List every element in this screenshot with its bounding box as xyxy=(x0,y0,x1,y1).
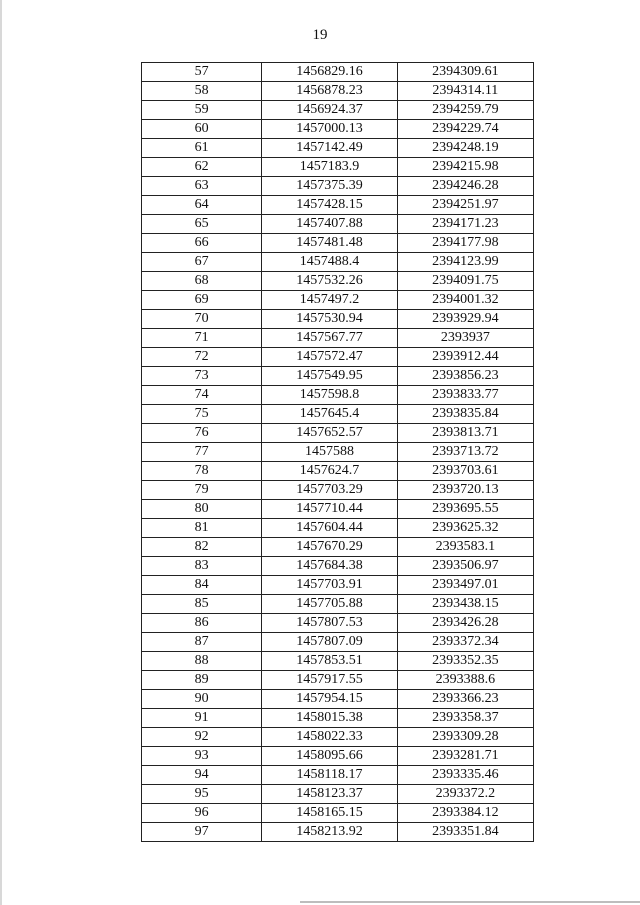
table-row xyxy=(142,158,534,177)
table-row xyxy=(142,690,534,709)
table-row xyxy=(142,747,534,766)
point-number-cell: 73 xyxy=(142,367,262,386)
y-coordinate-cell: 2393720.13 xyxy=(397,481,533,500)
table-row xyxy=(142,177,534,196)
point-number-cell: 91 xyxy=(142,709,262,728)
y-coordinate-cell: 2393703.61 xyxy=(397,462,533,481)
table-row xyxy=(142,101,534,120)
x-coordinate-cell: 1458118.17 xyxy=(262,766,397,785)
page-edge xyxy=(0,0,2,905)
point-number-cell: 82 xyxy=(142,538,262,557)
table-row xyxy=(142,804,534,823)
y-coordinate-cell: 2393835.84 xyxy=(397,405,533,424)
table-row xyxy=(142,215,534,234)
table-row xyxy=(142,253,534,272)
table-row xyxy=(142,671,534,690)
point-number-cell: 74 xyxy=(142,386,262,405)
point-number-cell: 76 xyxy=(142,424,262,443)
x-coordinate-cell: 1456829.16 xyxy=(262,63,397,82)
y-coordinate-cell: 2394248.19 xyxy=(397,139,533,158)
y-coordinate-cell: 2393713.72 xyxy=(397,443,533,462)
x-coordinate-cell: 1456924.37 xyxy=(262,101,397,120)
y-coordinate-cell: 2393625.32 xyxy=(397,519,533,538)
y-coordinate-cell: 2393351.84 xyxy=(397,823,533,842)
table-row xyxy=(142,728,534,747)
y-coordinate-cell: 2394309.61 xyxy=(397,63,533,82)
point-number-cell: 87 xyxy=(142,633,262,652)
table-row xyxy=(142,557,534,576)
point-number-cell: 59 xyxy=(142,101,262,120)
y-coordinate-cell: 2393426.28 xyxy=(397,614,533,633)
y-coordinate-cell: 2393309.28 xyxy=(397,728,533,747)
table-row xyxy=(142,196,534,215)
x-coordinate-cell: 1458165.15 xyxy=(262,804,397,823)
y-coordinate-cell: 2393438.15 xyxy=(397,595,533,614)
y-coordinate-cell: 2393388.6 xyxy=(397,671,533,690)
y-coordinate-cell: 2393281.71 xyxy=(397,747,533,766)
y-coordinate-cell: 2393583.1 xyxy=(397,538,533,557)
x-coordinate-cell: 1457428.15 xyxy=(262,196,397,215)
point-number-cell: 69 xyxy=(142,291,262,310)
y-coordinate-cell: 2394171.23 xyxy=(397,215,533,234)
table-row xyxy=(142,367,534,386)
x-coordinate-cell: 1457183.9 xyxy=(262,158,397,177)
y-coordinate-cell: 2393937 xyxy=(397,329,533,348)
table-row xyxy=(142,614,534,633)
x-coordinate-cell: 1457703.29 xyxy=(262,481,397,500)
x-coordinate-cell: 1458015.38 xyxy=(262,709,397,728)
table-row xyxy=(142,291,534,310)
point-number-cell: 64 xyxy=(142,196,262,215)
point-number-cell: 58 xyxy=(142,82,262,101)
table-row xyxy=(142,633,534,652)
table-row xyxy=(142,595,534,614)
table-row xyxy=(142,519,534,538)
point-number-cell: 70 xyxy=(142,310,262,329)
point-number-cell: 78 xyxy=(142,462,262,481)
point-number-cell: 84 xyxy=(142,576,262,595)
x-coordinate-cell: 1457588 xyxy=(262,443,397,462)
x-coordinate-cell: 1457807.09 xyxy=(262,633,397,652)
point-number-cell: 75 xyxy=(142,405,262,424)
table-row xyxy=(142,424,534,443)
x-coordinate-cell: 1457624.7 xyxy=(262,462,397,481)
table-row xyxy=(142,500,534,519)
point-number-cell: 86 xyxy=(142,614,262,633)
table-row xyxy=(142,823,534,842)
point-number-cell: 77 xyxy=(142,443,262,462)
coordinates-table xyxy=(141,62,534,842)
x-coordinate-cell: 1457917.55 xyxy=(262,671,397,690)
x-coordinate-cell: 1458213.92 xyxy=(262,823,397,842)
table-row xyxy=(142,82,534,101)
point-number-cell: 90 xyxy=(142,690,262,709)
point-number-cell: 80 xyxy=(142,500,262,519)
y-coordinate-cell: 2394229.74 xyxy=(397,120,533,139)
x-coordinate-cell: 1457549.95 xyxy=(262,367,397,386)
x-coordinate-cell: 1458095.66 xyxy=(262,747,397,766)
x-coordinate-cell: 1457652.57 xyxy=(262,424,397,443)
table-row xyxy=(142,234,534,253)
point-number-cell: 89 xyxy=(142,671,262,690)
page-number: 19 xyxy=(312,27,328,43)
table-row xyxy=(142,766,534,785)
point-number-cell: 93 xyxy=(142,747,262,766)
y-coordinate-cell: 2393372.34 xyxy=(397,633,533,652)
x-coordinate-cell: 1457532.26 xyxy=(262,272,397,291)
x-coordinate-cell: 1457488.4 xyxy=(262,253,397,272)
point-number-cell: 68 xyxy=(142,272,262,291)
y-coordinate-cell: 2394001.32 xyxy=(397,291,533,310)
point-number-cell: 79 xyxy=(142,481,262,500)
table-row xyxy=(142,652,534,671)
point-number-cell: 63 xyxy=(142,177,262,196)
x-coordinate-cell: 1457497.2 xyxy=(262,291,397,310)
point-number-cell: 71 xyxy=(142,329,262,348)
table-row xyxy=(142,329,534,348)
point-number-cell: 83 xyxy=(142,557,262,576)
table-row xyxy=(142,386,534,405)
y-coordinate-cell: 2393366.23 xyxy=(397,690,533,709)
point-number-cell: 72 xyxy=(142,348,262,367)
x-coordinate-cell: 1457710.44 xyxy=(262,500,397,519)
point-number-cell: 96 xyxy=(142,804,262,823)
y-coordinate-cell: 2394314.11 xyxy=(397,82,533,101)
x-coordinate-cell: 1457684.38 xyxy=(262,557,397,576)
table-row xyxy=(142,310,534,329)
bottom-rule xyxy=(300,901,640,903)
point-number-cell: 95 xyxy=(142,785,262,804)
point-number-cell: 60 xyxy=(142,120,262,139)
y-coordinate-cell: 2393358.37 xyxy=(397,709,533,728)
y-coordinate-cell: 2393506.97 xyxy=(397,557,533,576)
y-coordinate-cell: 2393384.12 xyxy=(397,804,533,823)
x-coordinate-cell: 1457000.13 xyxy=(262,120,397,139)
table-row xyxy=(142,538,534,557)
y-coordinate-cell: 2394091.75 xyxy=(397,272,533,291)
y-coordinate-cell: 2393856.23 xyxy=(397,367,533,386)
y-coordinate-cell: 2393497.01 xyxy=(397,576,533,595)
y-coordinate-cell: 2394215.98 xyxy=(397,158,533,177)
table-row xyxy=(142,709,534,728)
table-row xyxy=(142,462,534,481)
point-number-cell: 88 xyxy=(142,652,262,671)
y-coordinate-cell: 2393372.2 xyxy=(397,785,533,804)
table-row xyxy=(142,63,534,82)
table-row xyxy=(142,348,534,367)
x-coordinate-cell: 1457954.15 xyxy=(262,690,397,709)
point-number-cell: 67 xyxy=(142,253,262,272)
x-coordinate-cell: 1457142.49 xyxy=(262,139,397,158)
y-coordinate-cell: 2393813.71 xyxy=(397,424,533,443)
point-number-cell: 85 xyxy=(142,595,262,614)
point-number-cell: 65 xyxy=(142,215,262,234)
x-coordinate-cell: 1457670.29 xyxy=(262,538,397,557)
point-number-cell: 81 xyxy=(142,519,262,538)
point-number-cell: 62 xyxy=(142,158,262,177)
table-row xyxy=(142,139,534,158)
point-number-cell: 97 xyxy=(142,823,262,842)
y-coordinate-cell: 2394251.97 xyxy=(397,196,533,215)
x-coordinate-cell: 1457530.94 xyxy=(262,310,397,329)
table-row xyxy=(142,481,534,500)
y-coordinate-cell: 2393929.94 xyxy=(397,310,533,329)
x-coordinate-cell: 1457604.44 xyxy=(262,519,397,538)
y-coordinate-cell: 2393335.46 xyxy=(397,766,533,785)
coordinates-table-body xyxy=(142,63,534,842)
x-coordinate-cell: 1457807.53 xyxy=(262,614,397,633)
table-row xyxy=(142,120,534,139)
x-coordinate-cell: 1457567.77 xyxy=(262,329,397,348)
x-coordinate-cell: 1458123.37 xyxy=(262,785,397,804)
y-coordinate-cell: 2394177.98 xyxy=(397,234,533,253)
y-coordinate-cell: 2393833.77 xyxy=(397,386,533,405)
y-coordinate-cell: 2394246.28 xyxy=(397,177,533,196)
x-coordinate-cell: 1457598.8 xyxy=(262,386,397,405)
point-number-cell: 94 xyxy=(142,766,262,785)
x-coordinate-cell: 1457705.88 xyxy=(262,595,397,614)
x-coordinate-cell: 1457407.88 xyxy=(262,215,397,234)
x-coordinate-cell: 1457853.51 xyxy=(262,652,397,671)
y-coordinate-cell: 2393695.55 xyxy=(397,500,533,519)
point-number-cell: 57 xyxy=(142,63,262,82)
y-coordinate-cell: 2394123.99 xyxy=(397,253,533,272)
table-row xyxy=(142,405,534,424)
y-coordinate-cell: 2393912.44 xyxy=(397,348,533,367)
table-row xyxy=(142,785,534,804)
x-coordinate-cell: 1457572.47 xyxy=(262,348,397,367)
point-number-cell: 61 xyxy=(142,139,262,158)
point-number-cell: 92 xyxy=(142,728,262,747)
x-coordinate-cell: 1457645.4 xyxy=(262,405,397,424)
table-row xyxy=(142,576,534,595)
x-coordinate-cell: 1457703.91 xyxy=(262,576,397,595)
x-coordinate-cell: 1457481.48 xyxy=(262,234,397,253)
x-coordinate-cell: 1456878.23 xyxy=(262,82,397,101)
x-coordinate-cell: 1458022.33 xyxy=(262,728,397,747)
y-coordinate-cell: 2394259.79 xyxy=(397,101,533,120)
table-row xyxy=(142,443,534,462)
table-row xyxy=(142,272,534,291)
point-number-cell: 66 xyxy=(142,234,262,253)
x-coordinate-cell: 1457375.39 xyxy=(262,177,397,196)
y-coordinate-cell: 2393352.35 xyxy=(397,652,533,671)
